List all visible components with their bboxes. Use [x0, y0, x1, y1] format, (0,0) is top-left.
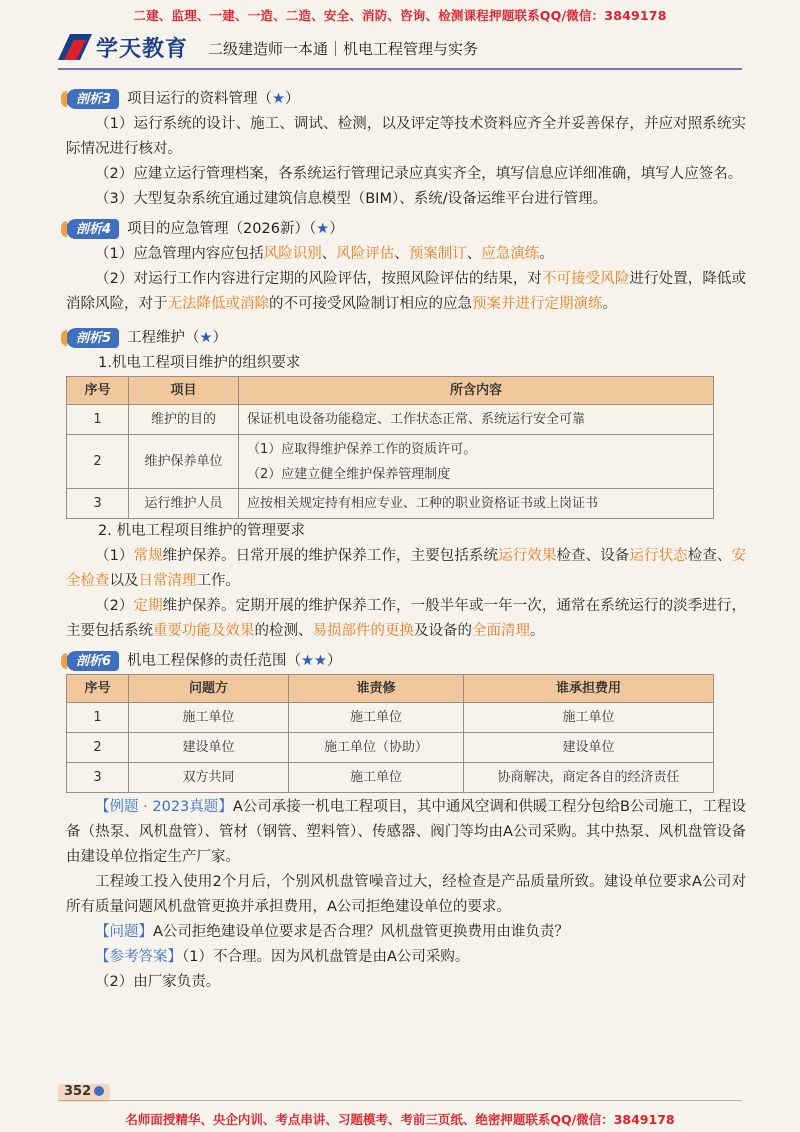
- table-header: 序号: [67, 675, 129, 703]
- section-badge: 剖析6: [66, 651, 119, 671]
- paragraph: （1）常规维护保养。日常开展的维护保养工作，主要包括系统运行效果检查、设备运行状态检查、安全检查以及日常清理工作。: [66, 548, 747, 589]
- page-number: 352: [58, 1084, 110, 1102]
- table-row: 2 维护保养单位 （1）应取得维护保养工作的资质许可。 （2）应建立健全维护保养管理制度: [67, 435, 714, 489]
- section-title: 项目的应急管理（2026新）（★）: [127, 220, 344, 237]
- table-row: 1 施工单位 施工单位 施工单位: [67, 703, 714, 733]
- section-4-heading: [66, 216, 746, 242]
- subheading: 1.机电工程项目维护的组织要求: [98, 355, 301, 371]
- table-header: 谁承担费用: [464, 675, 714, 703]
- footer-divider: [58, 1100, 742, 1101]
- logo-icon: [58, 34, 92, 60]
- subheading: 2. 机电工程项目维护的管理要求: [98, 523, 305, 539]
- section-3-heading: [66, 86, 746, 112]
- paragraph: （1）运行系统的设计、施工、调试、检测，以及评定等技术资料应齐全并妥善保存，并应对照系统实际情况进行核对。: [66, 116, 746, 157]
- paragraph: （2）对运行工作内容进行定期的风险评估，按照风险评估的结果，对不可接受风险进行处置，降低或消除风险，对于无法降低或消除的不可接受风险制订相应的应急预案并进行定期演练。: [66, 271, 747, 312]
- table-row: 3 双方共同 施工单位 协商解决，商定各自的经济责任: [67, 763, 714, 793]
- bottom-promo-banner: 名师面授精华、央企内训、考点串讲、习题模考、考前三页纸、绝密押题联系QQ/微信：3849178: [125, 1112, 675, 1127]
- table-row: 3 运行维护人员 应按相关规定持有相应专业、工种的职业资格证书或上岗证书: [67, 489, 714, 519]
- table-header: 项目: [129, 377, 239, 405]
- paragraph: （3）大型复杂系统宜通过建筑信息模型（BIM）、系统/设备运维平台进行管理。: [95, 191, 608, 207]
- section-title: 项目运行的资料管理（★）: [127, 90, 300, 107]
- table-header: 所含内容: [239, 377, 714, 405]
- table-row: 1 维护的目的 保证机电设备功能稳定、工作状态正常、系统运行安全可靠: [67, 405, 714, 435]
- header-divider: [58, 68, 742, 70]
- section-badge: 剖析3: [66, 89, 119, 109]
- section-6-heading: [66, 648, 746, 674]
- paragraph: 工程竣工投入使用2个月后，个别风机盘管噪音过大，经检查是产品质量所致。建设单位要求A公司对所有质量问题风机盘管更换并承担费用，A公司拒绝建设单位的要求。: [66, 874, 746, 915]
- page-header: [58, 30, 758, 70]
- section-5-heading: [66, 325, 746, 351]
- table-header: 问题方: [129, 675, 289, 703]
- paragraph: （2）定期维护保养。定期开展的维护保养工作，一般半年或一年一次，通常在系统运行的淡季进行，主要包括系统重要功能及效果的检测、易损部件的更换及设备的全面清理。: [66, 598, 746, 639]
- paragraph: （2）应建立运行管理档案，各系统运行管理记录应真实齐全，填写信息应详细准确，填写人应签名。: [95, 166, 743, 182]
- paragraph: （1）应急管理内容应包括风险识别、风险评估、预案制订、应急演练。: [95, 246, 554, 262]
- table-header: 谁责修: [289, 675, 464, 703]
- table-header: 序号: [67, 377, 129, 405]
- section-title: 工程维护（★）: [127, 329, 228, 346]
- top-promo-banner: 二建、监理、一建、一造、二造、安全、消防、咨询、检测课程押题联系QQ/微信：3849178: [133, 8, 667, 23]
- warranty-responsibility-table: [66, 674, 714, 793]
- paragraph: （2）由厂家负责。: [95, 974, 221, 990]
- section-badge: 剖析5: [66, 328, 119, 348]
- book-title: 二级建造师一本通｜机电工程管理与实务: [208, 40, 479, 58]
- question: 【问题】A公司拒绝建设单位要求是否合理？风机盘管更换费用由谁负责？: [95, 924, 569, 940]
- section-title: 机电工程保修的责任范围（★★）: [127, 652, 342, 669]
- example-tag: 【例题 · 2023真题】: [95, 799, 233, 815]
- reference-answer: 【参考答案】（1）不合理。因为风机盘管是由A公司采购。: [95, 949, 470, 965]
- maintenance-org-table: [66, 376, 714, 519]
- section-badge: 剖析4: [66, 219, 119, 239]
- table-row: 2 建设单位 施工单位（协助） 建设单位: [67, 733, 714, 763]
- main-content: [66, 82, 746, 995]
- page-dot-icon: [94, 1086, 104, 1096]
- star-icon: ★★: [301, 652, 328, 669]
- star-icon: ★: [316, 220, 330, 237]
- star-icon: ★: [272, 90, 286, 107]
- brand-logo-text: 学天教育: [96, 37, 189, 62]
- star-icon: ★: [199, 329, 213, 346]
- example-question: 【例题 · 2023真题】A公司承接一机电工程项目，其中通风空调和供暖工程分包给B公司施工，工程设备（热泵、风机盘管）、管材（钢管、塑料管）、传感器、阀门等均由A公司采购。其中热泵、风机盘管设备由建设单位指定生产厂家。: [66, 799, 746, 865]
